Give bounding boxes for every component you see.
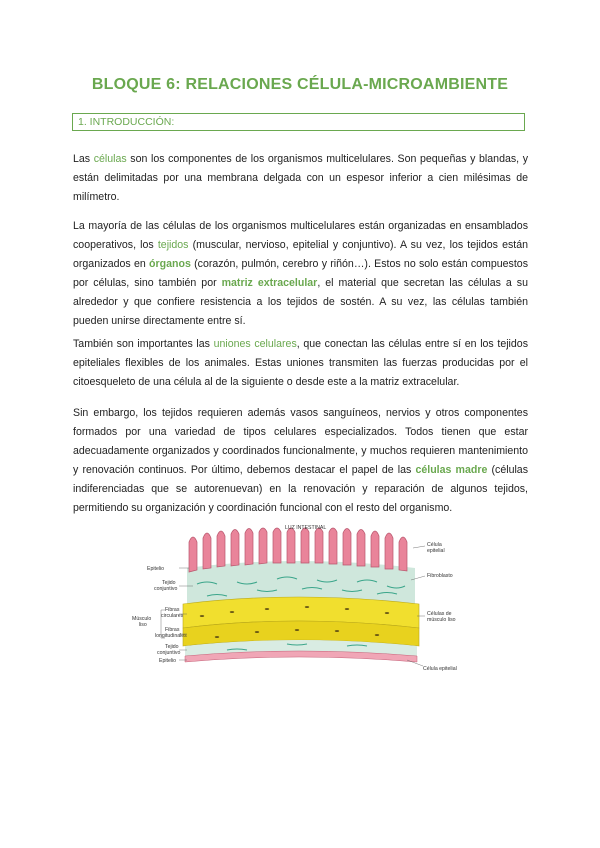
text: , que conectan las células entre sí en los tejidos epiteliales flexibles de los animales. Estas uniones transmiten las fuerzas producidas por el citoesqueleto de una célula al de la siguiente o desde este a la matriz extracelular. bbox=[73, 338, 528, 388]
label-fibras-circ-1: Fibras bbox=[165, 607, 180, 613]
label-musculo-liso-2: músculo liso bbox=[427, 617, 456, 623]
text: Las bbox=[73, 153, 94, 165]
keyword-tejidos: tejidos bbox=[157, 239, 189, 251]
keyword-uniones-celulares: uniones celulares bbox=[213, 338, 297, 350]
keyword-matriz-extracelular: matriz extracelular bbox=[221, 277, 318, 289]
label-tejido-top-1: Tejido bbox=[162, 580, 176, 586]
text: También son importantes las bbox=[73, 338, 214, 350]
label-fibroblasto: Fibroblasto bbox=[427, 573, 453, 579]
label-luz-intestinal: LUZ INTESTINAL bbox=[285, 525, 327, 531]
label-tejido-bot-2: conjuntivo bbox=[157, 650, 181, 656]
text: Sin embargo, los tejidos requieren además vasos sanguíneos, nervios y otros componentes formados por una variedad de tipos celulares especializados. Todos tienen que estar adecuadamente organizados y coordinados funcionalmente, y muchos requieren mantenimiento y renovación continuos. Por último, debemos destacar el papel de las bbox=[73, 407, 528, 476]
label-fibras-circ-2: circulares bbox=[161, 613, 184, 619]
label-tejido-top-2: conjuntivo bbox=[154, 586, 178, 592]
keyword-celulas: células bbox=[93, 153, 127, 165]
label-musculo-2: liso bbox=[139, 622, 147, 628]
label-celula-epitelial-1: Célula bbox=[427, 542, 442, 548]
intestine-tissue-diagram bbox=[127, 524, 472, 679]
label-tejido-bot-1: Tejido bbox=[165, 644, 179, 650]
label-celula-epitelial-bot: Célula epitelial bbox=[423, 666, 457, 672]
label-celula-epitelial-2: epitelial bbox=[427, 548, 445, 554]
section-heading-box bbox=[72, 113, 525, 131]
paragraph-cells bbox=[73, 150, 528, 207]
paragraph-tissues bbox=[73, 217, 528, 331]
section-heading: 1. INTRODUCCIÓN: bbox=[78, 116, 175, 128]
label-fibras-long-1: Fibras bbox=[165, 627, 180, 633]
text: , el material que secretan las células a su alrededor y que confiere resistencia a los tejidos de sostén. A su vez, las células también pueden unirse directamente entre sí. bbox=[73, 277, 528, 327]
text: (células indiferenciadas que se autorenuevan) en la renovación y reparación de algunos tejidos, permitiendo su organización y coordinación funcional con el resto del organismo. bbox=[73, 464, 528, 514]
keyword-organos: órganos bbox=[149, 258, 191, 270]
text: son los componentes de los organismos multicelulares. Son pequeñas y blandas, y están delimitadas por una membrana delgada con un espesor inferior a cien milésimas de milímetro. bbox=[73, 153, 528, 203]
paragraph-junctions bbox=[73, 335, 528, 392]
label-musculo-liso-1: Células de bbox=[427, 611, 452, 617]
paragraph-stem-cells bbox=[73, 404, 528, 518]
text: (corazón, pulmón, cerebro y riñón…). Estos no solo están compuestos por células, sino también por bbox=[73, 258, 528, 289]
page-title: BLOQUE 6: RELACIONES CÉLULA-MICROAMBIENTE bbox=[91, 76, 509, 93]
label-musculo-1: Músculo bbox=[132, 616, 152, 622]
label-fibras-long-2: longitudinales bbox=[155, 633, 187, 639]
text: (muscular, nervioso, epitelial y conjuntivo). A su vez, los tejidos están organizados en bbox=[73, 239, 528, 270]
label-epitelio-bot: Epitelio bbox=[159, 658, 177, 664]
keyword-celulas-madre: células madre bbox=[415, 464, 488, 476]
label-epitelio-top: Epitelio bbox=[147, 566, 165, 572]
text: La mayoría de las células de los organismos multicelulares están organizadas en ensamblados cooperativos, los bbox=[73, 220, 528, 251]
